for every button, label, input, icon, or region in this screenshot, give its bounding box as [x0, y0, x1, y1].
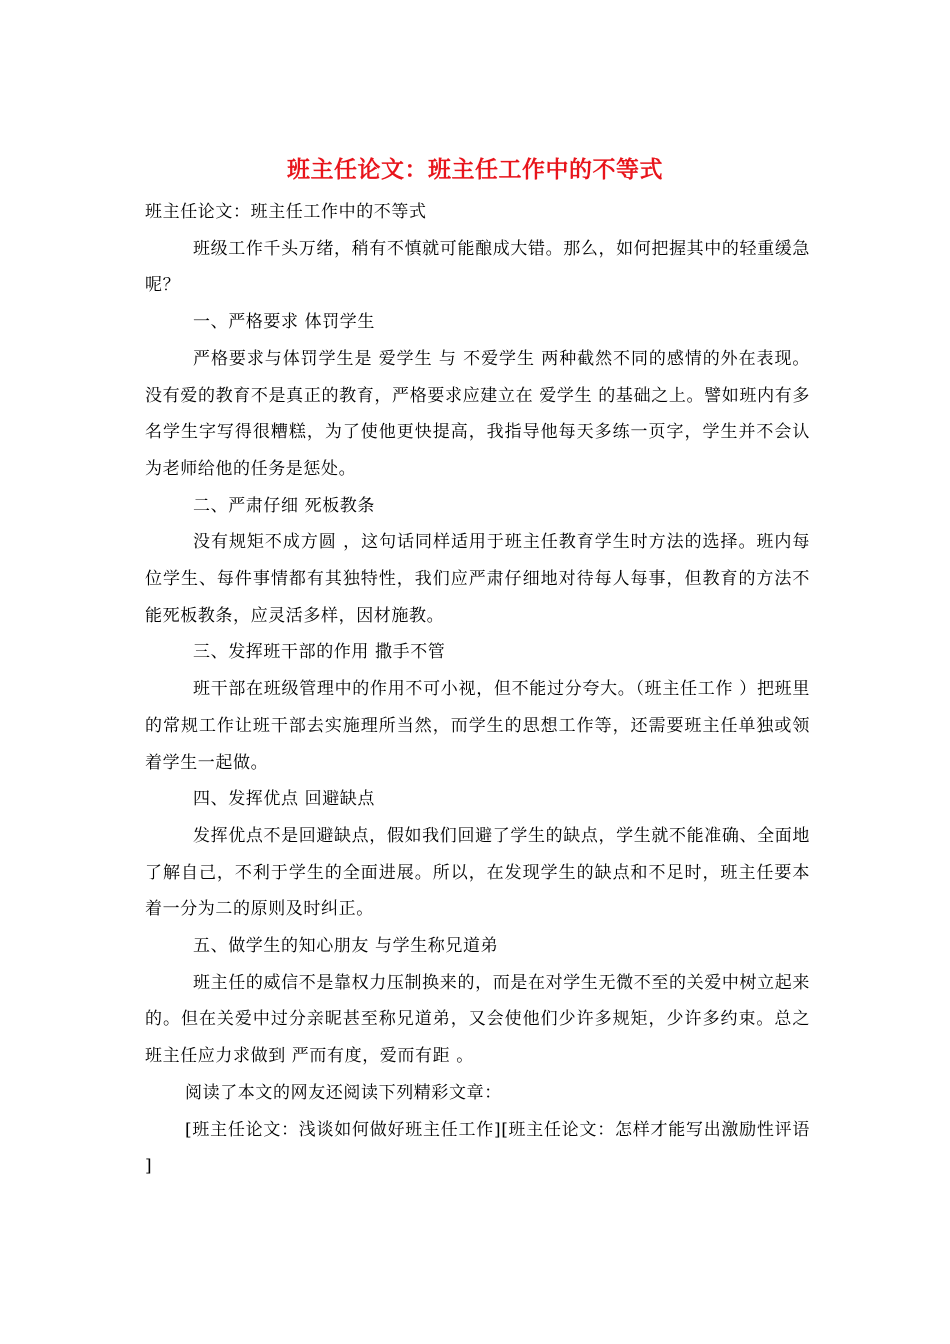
related-link-how-to-be-head-teacher[interactable]: [班主任论文：浅谈如何做好班主任工作]	[185, 1119, 502, 1140]
related-link-motivational-comments[interactable]: [班主任论文：怎样才能写出激励性评语 ]	[145, 1119, 810, 1177]
section-paragraph: 严格要求与体罚学生是 爱学生 与 不爱学生 两种截然不同的感情的外在表现。没有爱的教育不是真正的教育，严格要求应建立在 爱学生 的基础之上。譬如班内有多名学生字写得很糟糕，为了使他更快提高，我指导他每天多练一页字，学生并不会认为老师给他的任务是惩处。	[145, 348, 810, 479]
section-paragraph: 没有规矩不成方圆 ，这句话同样适用于班主任教育学生时方法的选择。班内每位学生、每件事情都有其独特性，我们应严肃仔细地对待每人每事，但教育的方法不能死板教条，应灵活多样，因材施教。	[145, 532, 810, 626]
section-heading: 一、严格要求 体罚学生	[193, 312, 376, 333]
document-subtitle: 班主任论文：班主任工作中的不等式	[145, 202, 427, 222]
related-intro: 阅读了本文的网友还阅读下列精彩文章：	[185, 1082, 502, 1103]
section-heading: 二、严肃仔细 死板教条	[193, 495, 376, 516]
document-body	[145, 194, 810, 1185]
related-links	[145, 1112, 810, 1185]
section-heading: 五、做学生的知心朋友 与学生称兄道弟	[193, 936, 499, 957]
section-heading: 四、发挥优点 回避缺点	[193, 789, 376, 810]
section-paragraph: 发挥优点不是回避缺点，假如我们回避了学生的缺点，学生就不能准确、全面地了解自己，不利于学生的全面进展。所以，在发现学生的缺点和不足时，班主任要本着一分为二的原则及时纠正。	[145, 825, 810, 920]
intro-paragraph: 班级工作千头万绪，稍有不慎就可能酿成大错。那么，如何把握其中的轻重缓急呢？	[145, 238, 810, 296]
section-paragraph: 班主任的威信不是靠权力压制换来的，而是在对学生无微不至的关爱中树立起来的。但在关爱中过分亲昵甚至称兄道弟，又会使他们少许多规矩，少许多约束。总之班主任应力求做到 严而有度，爱而有距 。	[145, 972, 810, 1067]
section-heading: 三、发挥班干部的作用 撒手不管	[193, 642, 446, 663]
document-title: 班主任论文：班主任工作中的不等式	[287, 157, 663, 183]
section-paragraph: 班干部在班级管理中的作用不可小视，但不能过分夸大。（班主任工作 ）把班里的常规工作让班干部去实施理所当然，而学生的思想工作等，还需要班主任单独或领着学生一起做。	[145, 679, 810, 773]
